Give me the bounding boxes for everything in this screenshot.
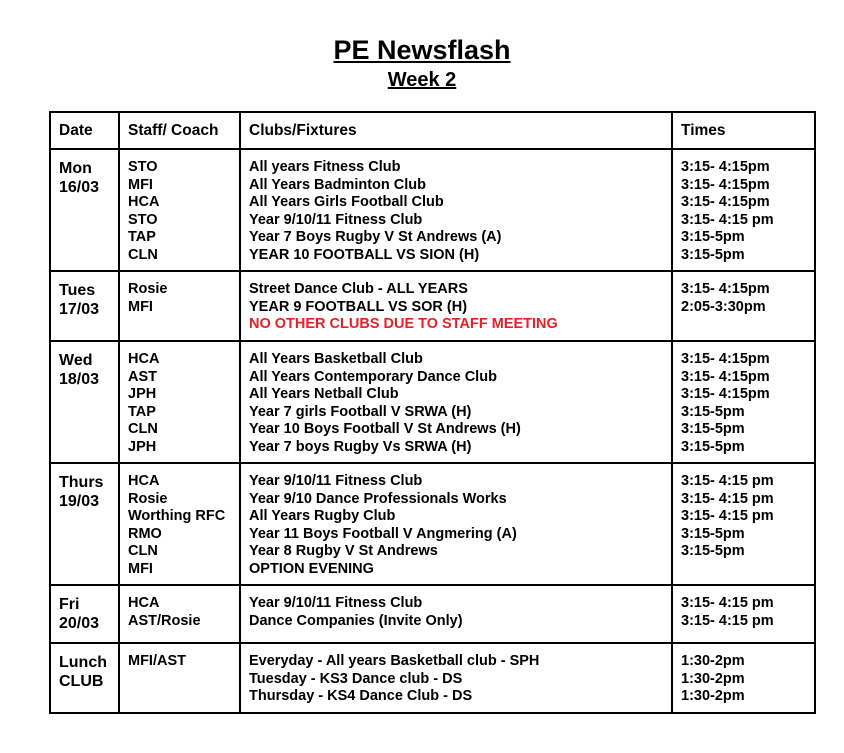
day-label: Wed [59, 352, 93, 369]
time-entry: 3:15-5pm [681, 421, 745, 438]
time-entry: 1:30-2pm [681, 653, 745, 669]
date-cell [50, 149, 119, 271]
staff-entry: MFI [128, 560, 153, 577]
staff-entry: AST/Rosie [128, 612, 201, 629]
time-entry: 3:15-5pm [681, 438, 745, 455]
club-entry: Year 9/10/11 Fitness Club [249, 595, 423, 611]
date-cell [50, 643, 119, 713]
time-entry: 3:15- 4:15pm [681, 176, 770, 193]
club-entry: Year 7 boys Rugby Vs SRWA (H) [249, 438, 472, 455]
clubs-cell [240, 149, 672, 271]
time-entry: 3:15-5pm [681, 543, 745, 560]
date-label: 16/03 [59, 179, 100, 196]
club-entry: All Years Badminton Club [249, 176, 426, 193]
club-entry: Year 9/10 Dance Professionals Works [249, 490, 507, 507]
staff-entry: TAP [128, 403, 156, 420]
date-label: 19/03 [59, 493, 100, 510]
time-entry: 1:30-2pm [681, 688, 745, 705]
time-entry: 3:15- 4:15pm [681, 159, 770, 175]
staff-entry: HCA [128, 473, 160, 489]
staff-entry: JPH [128, 386, 157, 403]
club-entry: All Years Contemporary Dance Club [249, 368, 497, 385]
club-entry: All years Fitness Club [249, 159, 401, 175]
column-header-staff: Staff/ Coach [119, 112, 240, 149]
time-entry: 1:30-2pm [681, 670, 745, 687]
club-entry: Year 11 Boys Football V Angmering (A) [249, 525, 517, 542]
time-entry: 3:15- 4:15 pm [681, 473, 774, 489]
time-entry: 3:15- 4:15pm [681, 351, 770, 367]
column-header-times: Times [672, 112, 815, 149]
times-cell [672, 463, 815, 585]
staff-entry: STO [128, 159, 158, 175]
staff-entry: MFI/AST [128, 653, 186, 669]
table-row [50, 271, 815, 341]
times-cell [672, 585, 815, 643]
date-cell [50, 341, 119, 463]
club-entry: Dance Companies (Invite Only) [249, 612, 463, 629]
clubs-cell [240, 585, 672, 643]
time-entry: 3:15-5pm [681, 525, 745, 542]
page-title: PE Newsflash [333, 35, 511, 65]
time-entry: 3:15-5pm [681, 403, 745, 420]
column-header-clubs: Clubs/Fixtures [240, 112, 672, 149]
times-cell [672, 271, 815, 341]
header-row [50, 112, 815, 149]
staff-entry: HCA [128, 194, 160, 211]
date-label: 17/03 [59, 301, 100, 318]
day-label: Thurs [59, 474, 104, 491]
staff-entry: HCA [128, 351, 160, 367]
staff-cell [119, 271, 240, 341]
time-entry: 3:15- 4:15 pm [681, 508, 774, 525]
date-label: 18/03 [59, 371, 100, 388]
clubs-cell [240, 643, 672, 713]
staff-entry: AST [128, 368, 157, 385]
date-cell [50, 585, 119, 643]
club-entry: Year 9/10/11 Fitness Club [249, 211, 423, 228]
staff-entry: Worthing RFC [128, 508, 226, 525]
staff-entry: Rosie [128, 490, 168, 507]
club-entry: All Years Netball Club [249, 386, 399, 403]
time-entry: 3:15- 4:15 pm [681, 612, 774, 629]
table-row [50, 149, 815, 271]
club-entry: All Years Girls Football Club [249, 194, 444, 211]
staff-entry: TAP [128, 229, 156, 246]
times-cell [672, 341, 815, 463]
staff-entry: STO [128, 211, 158, 228]
staff-entry: CLN [128, 246, 158, 263]
day-label: Lunch [59, 654, 107, 671]
club-entry: Tuesday - KS3 Dance club - DS [249, 670, 463, 687]
table-row [50, 585, 815, 643]
time-entry: 2:05-3:30pm [681, 298, 766, 315]
time-entry: 3:15- 4:15pm [681, 194, 770, 211]
time-entry: 3:15-5pm [681, 229, 745, 246]
staff-entry: HCA [128, 595, 160, 611]
staff-meeting-notice: NO OTHER CLUBS DUE TO STAFF MEETING [249, 316, 558, 333]
time-entry: 3:15- 4:15pm [681, 281, 770, 297]
day-label: Fri [59, 596, 80, 613]
club-entry: Year 7 Boys Rugby V St Andrews (A) [249, 229, 502, 246]
times-cell [672, 643, 815, 713]
club-entry: Thursday - KS4 Dance Club - DS [249, 688, 473, 705]
staff-cell [119, 149, 240, 271]
staff-cell [119, 643, 240, 713]
schedule-table [49, 111, 816, 714]
clubs-cell [240, 463, 672, 585]
staff-entry: MFI [128, 176, 153, 193]
page-subtitle: Week 2 [387, 69, 457, 91]
day-label: Mon [59, 160, 92, 177]
date-cell [50, 271, 119, 341]
table-row [50, 643, 815, 713]
club-entry: Year 9/10/11 Fitness Club [249, 473, 423, 489]
date-label: CLUB [59, 673, 104, 690]
staff-entry: JPH [128, 438, 157, 455]
clubs-cell [240, 271, 672, 341]
staff-entry: CLN [128, 543, 158, 560]
club-entry: Street Dance Club - ALL YEARS [249, 281, 468, 297]
table-row [50, 463, 815, 585]
date-cell [50, 463, 119, 585]
staff-cell [119, 585, 240, 643]
table-row [50, 341, 815, 463]
staff-cell [119, 463, 240, 585]
club-entry: Year 7 girls Football V SRWA (H) [249, 403, 472, 420]
day-label: Tues [59, 282, 96, 299]
club-entry: All Years Basketball Club [249, 351, 423, 367]
time-entry: 3:15- 4:15pm [681, 368, 770, 385]
club-entry: YEAR 10 FOOTBALL VS SION (H) [249, 246, 480, 263]
time-entry: 3:15- 4:15pm [681, 386, 770, 403]
clubs-cell [240, 341, 672, 463]
time-entry: 3:15- 4:15 pm [681, 490, 774, 507]
column-header-date: Date [50, 112, 119, 149]
staff-cell [119, 341, 240, 463]
club-entry: All Years Rugby Club [249, 508, 396, 525]
time-entry: 3:15- 4:15 pm [681, 595, 774, 611]
time-entry: 3:15-5pm [681, 246, 745, 263]
staff-entry: CLN [128, 421, 158, 438]
club-entry: Everyday - All years Basketball club - SPH [249, 653, 540, 669]
staff-entry: RMO [128, 525, 162, 542]
times-cell [672, 149, 815, 271]
club-entry: OPTION EVENING [249, 560, 374, 577]
staff-entry: MFI [128, 298, 153, 315]
club-entry: Year 8 Rugby V St Andrews [249, 543, 438, 560]
time-entry: 3:15- 4:15 pm [681, 211, 774, 228]
staff-entry: Rosie [128, 281, 168, 297]
club-entry: Year 10 Boys Football V St Andrews (H) [249, 421, 521, 438]
date-label: 20/03 [59, 615, 100, 632]
club-entry: YEAR 9 FOOTBALL VS SOR (H) [249, 298, 468, 315]
